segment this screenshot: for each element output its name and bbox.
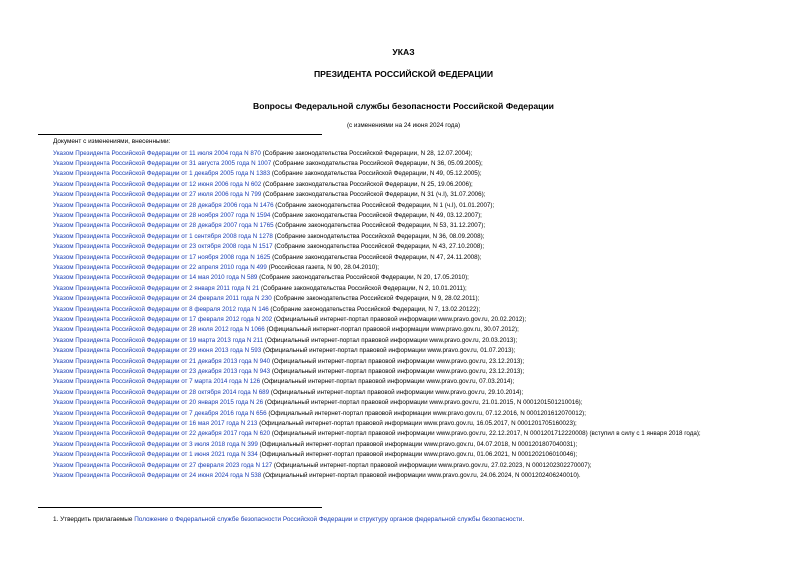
amendment-decree-link[interactable]: Указом Президента Российской Федерации от 21 декабря 2013 года N 940 (53, 357, 271, 365)
amendment-source: (Собрание законодательства Российской Федерации, N 2, 10.01.2011); (259, 284, 467, 292)
amendment-source: (Собрание законодательства Российской Федерации, N 9, 28.02.2011); (271, 295, 480, 303)
amendment-decree-link[interactable]: Указом Президента Российской Федерации от 7 декабря 2016 года N 656 (53, 409, 267, 417)
amendment-decree-link[interactable]: Указом Президента Российской Федерации от 1 сентября 2008 года N 1278 (53, 232, 273, 240)
amendment-decree-link[interactable]: Указом Президента Российской Федерации от 28 октября 2014 года N 689 (53, 388, 270, 396)
amendment-item (38, 190, 778, 200)
amendment-item (38, 336, 778, 346)
amendment-decree-link[interactable]: Указом Президента Российской Федерации от 1 июня 2021 года N 334 (53, 451, 258, 459)
amendment-source: (Российская газета, N 90, 28.04.2010); (266, 263, 380, 271)
document-title: Вопросы Федеральной службы безопасности Российской Федерации (253, 101, 554, 111)
amendment-source: (Официальный интернет-портал правовой информации www.pravo.gov.ru, 23.12.2013); (270, 357, 525, 365)
amendment-decree-link[interactable]: Указом Президента Российской Федерации от 16 мая 2017 года N 213 (53, 420, 258, 428)
amendment-decree-link[interactable]: Указом Президента Российской Федерации от 24 февраля 2011 года N 230 (53, 295, 272, 303)
amendment-item (38, 409, 778, 419)
amendment-source: (Официальный интернет-портал правовой информации www.pravo.gov.ru, 16.05.2017, N 0001201705160023); (257, 420, 577, 428)
amendment-item (38, 388, 778, 398)
amendments-intro: Документ с изменениями, внесенными: (53, 138, 171, 145)
amendment-decree-link[interactable]: Указом Президента Российской Федерации от 20 января 2015 года N 26 (53, 399, 264, 407)
amendment-item (38, 232, 778, 242)
amendment-source: (Официальный интернет-портал правовой информации www.pravo.gov.ru, 30.07.2012); (264, 326, 519, 334)
amendment-item (38, 159, 778, 169)
amendment-item (38, 294, 778, 304)
amendment-decree-link[interactable]: Указом Президента Российской Федерации от 2 января 2011 года N 21 (53, 284, 260, 292)
amendment-source: (Собрание законодательства Российской Федерации, N 31 (ч.I), 31.07.2006); (261, 191, 486, 199)
amendment-source: (Официальный интернет-портал правовой информации www.pravo.gov.ru, 01.06.2021, N 0001202106010046); (257, 451, 578, 459)
amendment-decree-link[interactable]: Указом Президента Российской Федерации от 14 мая 2010 года N 589 (53, 274, 258, 282)
amendment-source: (Собрание законодательства Российской Федерации, N 28, 12.07.2004); (260, 149, 473, 157)
amendment-decree-link[interactable]: Указом Президента Российской Федерации от 17 февраля 2012 года N 202 (53, 316, 273, 323)
amendment-item (38, 305, 778, 315)
amendment-item (38, 263, 778, 273)
amendment-source: (Официальный интернет-портал правовой информации www.pravo.gov.ru, 04.07.2018, N 0001201807040031); (257, 440, 578, 448)
amendment-decree-link[interactable]: Указом Президента Российской Федерации от 7 марта 2014 года N 126 (53, 378, 261, 386)
amendment-source: (Собрание законодательства Российской Федерации, N 20, 17.05.2010); (257, 274, 469, 282)
amendment-source: (Официальный интернет-портал правовой информации www.pravo.gov.ru, 22.12.2017, N 0001201712220008) (вступил в силу с 1 января 2018 года); (270, 430, 701, 438)
amendment-source: (Официальный интернет-портал правовой информации www.pravo.gov.ru, 20.03.2013); (263, 336, 518, 344)
amendment-item (38, 201, 778, 211)
top-divider (38, 134, 322, 135)
amendment-source: (Собрание законодательства Российской Федерации, N 36, 08.09.2008); (272, 232, 485, 240)
amendment-item (38, 398, 778, 408)
amendment-decree-link[interactable]: Указом Президента Российской Федерации от 27 февраля 2023 года N 127 (53, 461, 273, 469)
amendment-decree-link[interactable]: Указом Президента Российской Федерации от 31 августа 2005 года N 1007 (53, 159, 272, 167)
amendment-decree-link[interactable]: Указом Президента Российской Федерации от 28 декабря 2007 года N 1765 (53, 222, 274, 230)
amendment-item (38, 180, 778, 190)
amendment-source: (Официальный интернет-портал правовой информации www.pravo.gov.ru, 21.01.2015, N 0001201501210016); (263, 399, 583, 407)
amendment-decree-link[interactable]: Указом Президента Российской Федерации от 22 декабря 2017 года N 620 (53, 430, 271, 438)
amendment-source: (Официальный интернет-портал правовой информации www.pravo.gov.ru, 20.02.2012); (272, 316, 527, 323)
amendment-item (38, 149, 778, 159)
amendment-decree-link[interactable]: Указом Президента Российской Федерации от 23 октября 2008 года N 1517 (53, 243, 273, 251)
amendment-source: (Собрание законодательства Российской Федерации, N 49, 03.12.2007); (270, 211, 482, 219)
amendment-item (38, 242, 778, 252)
amendment-item (38, 419, 778, 429)
amendment-decree-link[interactable]: Указом Президента Российской Федерации от 28 декабря 2006 года N 1476 (53, 201, 274, 209)
amendment-item (38, 221, 778, 231)
amendment-source: (Собрание законодательства Российской Федерации, N 7, 13.02.20122); (268, 305, 481, 313)
amendment-decree-link[interactable]: Указом Президента Российской Федерации от 1 декабря 2005 года N 1383 (53, 170, 271, 178)
amendment-item (38, 284, 778, 294)
amendment-item (38, 450, 778, 460)
amendment-decree-link[interactable]: Указом Президента Российской Федерации от 23 декабря 2013 года N 943 (53, 368, 271, 376)
amendment-source: (Официальный интернет-портал правовой информации www.pravo.gov.ru, 07.12.2016, N 0001201612070012); (266, 409, 586, 417)
amendment-item (38, 471, 778, 481)
amendment-item (38, 169, 778, 179)
amendment-decree-link[interactable]: Указом Президента Российской Федерации от 3 июля 2018 года N 399 (53, 440, 258, 448)
revision-note: (с изменениями на 24 июня 2024 года) (346, 122, 461, 129)
amendments-list (38, 149, 778, 482)
amendment-source: (Официальный интернет-портал правовой информации www.pravo.gov.ru, 27.02.2023, N 0001202302270007); (272, 461, 592, 469)
amendment-item (38, 273, 778, 283)
amendment-item (38, 440, 778, 450)
amendment-item (38, 315, 778, 325)
amendment-item (38, 346, 778, 356)
amendment-source: (Официальный интернет-портал правовой информации www.pravo.gov.ru, 01.07.2013); (261, 347, 516, 355)
amendment-decree-link[interactable]: Указом Президента Российской Федерации от 11 июля 2004 года N 870 (53, 149, 261, 157)
document-issuer: ПРЕЗИДЕНТА РОССИЙСКОЙ ФЕДЕРАЦИИ (313, 69, 494, 79)
amendment-decree-link[interactable]: Указом Президента Российской Федерации от 27 июля 2006 года N 799 (53, 191, 262, 199)
bottom-divider (38, 507, 322, 508)
amendment-item (38, 211, 778, 221)
amendment-item (38, 253, 778, 263)
amendment-source: (Собрание законодательства Российской Федерации, N 1 (ч.I), 01.01.2007); (273, 201, 495, 209)
amendment-decree-link[interactable]: Указом Президента Российской Федерации от 19 марта 2013 года N 211 (53, 336, 264, 344)
document-type: УКАЗ (392, 47, 415, 57)
amendment-source: (Собрание законодательства Российской Федерации, N 53, 31.12.2007); (273, 222, 486, 230)
amendment-item (38, 461, 778, 471)
amendment-item (38, 357, 778, 367)
amendment-source: (Официальный интернет-портал правовой информации www.pravo.gov.ru, 23.12.2013); (270, 368, 525, 376)
regulation-link[interactable]: Положение о Федеральной службе безопасности Российской Федерации и структуру органов федеральной службы безопасности (134, 516, 523, 523)
amendment-source: (Собрание законодательства Российской Федерации, N 25, 19.06.2006); (261, 180, 473, 188)
amendment-item (38, 429, 778, 439)
paragraph-1 (53, 516, 524, 523)
amendment-source: (Официальный интернет-портал правовой информации www.pravo.gov.ru, 07.03.2014); (260, 378, 515, 386)
amendment-decree-link[interactable]: Указом Президента Российской Федерации от 8 февраля 2012 года N 146 (53, 305, 269, 313)
amendment-decree-link[interactable]: Указом Президента Российской Федерации от 24 июня 2024 года N 538 (53, 472, 262, 480)
amendment-item (38, 377, 778, 387)
amendment-source: (Собрание законодательства Российской Федерации, N 49, 05.12.2005); (270, 170, 482, 178)
amendment-item (38, 325, 778, 335)
amendment-decree-link[interactable]: Указом Президента Российской Федерации от 29 июня 2013 года N 593 (53, 347, 262, 355)
amendment-source: (Официальный интернет-портал правовой информации www.pravo.gov.ru, 29.10.2014); (269, 388, 524, 396)
paragraph-1-suffix: . (522, 516, 525, 523)
amendment-decree-link[interactable]: Указом Президента Российской Федерации от 22 апреля 2010 года N 499 (53, 263, 267, 271)
amendment-source: (Собрание законодательства Российской Федерации, N 36, 05.09.2005); (271, 159, 483, 167)
amendment-source: (Собрание законодательства Российской Федерации, N 47, 24.11.2008); (270, 253, 482, 261)
amendment-source: (Собрание законодательства Российской Федерации, N 43, 27.10.2008); (272, 243, 485, 251)
amendment-source: (Официальный интернет-портал правовой информации www.pravo.gov.ru, 24.06.2024, N 0001202406240010). (261, 472, 581, 480)
amendment-decree-link[interactable]: Указом Президента Российской Федерации от 12 июня 2006 года N 602 (53, 180, 262, 188)
amendment-decree-link[interactable]: Указом Президента Российской Федерации от 28 июля 2012 года N 1066 (53, 326, 265, 334)
amendment-decree-link[interactable]: Указом Президента Российской Федерации от 28 ноября 2007 года N 1594 (53, 211, 271, 219)
amendment-decree-link[interactable]: Указом Президента Российской Федерации от 17 ноября 2008 года N 1625 (53, 253, 271, 261)
paragraph-1-prefix: 1. Утвердить прилагаемые (53, 516, 135, 523)
amendment-item (38, 367, 778, 377)
